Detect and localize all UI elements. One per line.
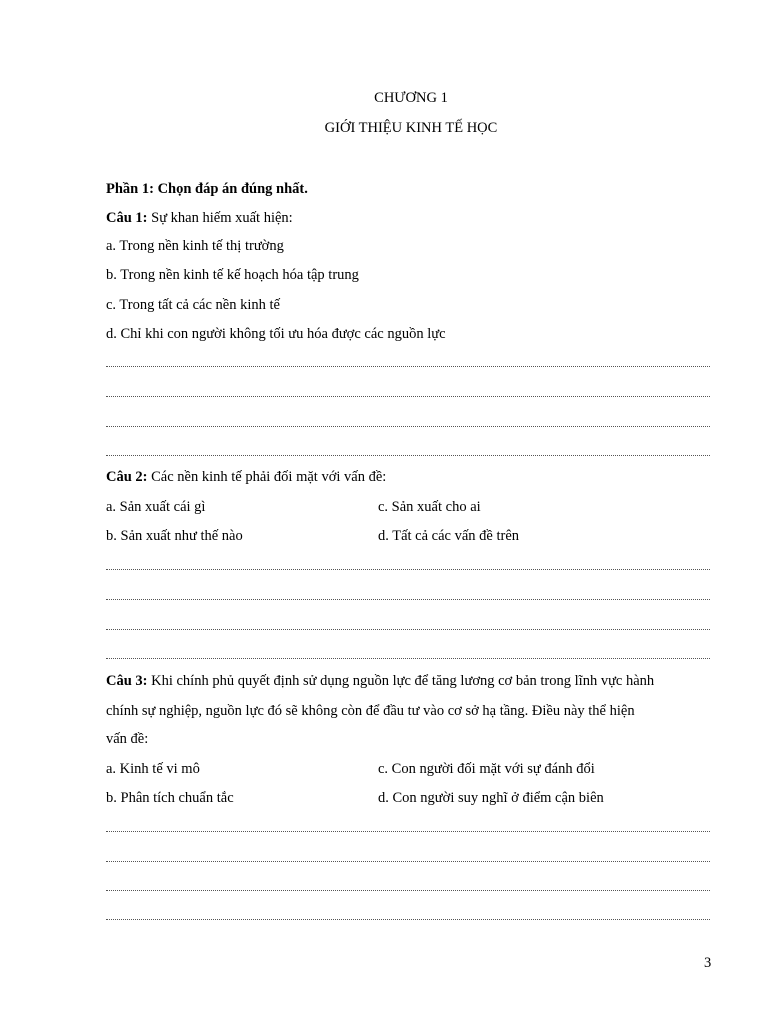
answer-line [106,366,710,367]
answer-line [106,599,710,600]
answer-line [106,426,710,427]
q1-option-a: a. Trong nền kinh tế thị trường [106,238,284,254]
answer-line [106,569,710,570]
q3-option-c: c. Con người đối mặt với sự đánh đổi [378,761,595,777]
q2-option-b: b. Sản xuất như thế nào [106,528,243,544]
question-3-text-line-2: chính sự nghiệp, nguồn lực đó sẽ không còn để đầu tư vào cơ sở hạ tầng. Điều này thể hiện [106,703,635,719]
chapter-title: CHƯƠNG 1 [374,90,448,106]
answer-line [106,919,710,920]
q3-option-b: b. Phân tích chuẩn tắc [106,790,234,806]
question-1 [106,210,293,227]
q2-option-a: a. Sản xuất cái gì [106,499,206,515]
q1-option-d: d. Chỉ khi con người không tối ưu hóa được các nguồn lực [106,326,446,342]
chapter-subtitle: GIỚI THIỆU KINH TẾ HỌC [324,120,498,136]
answer-line [106,831,710,832]
q2-option-c: c. Sản xuất cho ai [378,499,481,515]
question-3-label: Câu 3: [106,673,148,689]
answer-line [106,890,710,891]
q2-option-d: d. Tất cả các vấn đề trên [378,528,520,544]
question-1-label: Câu 1: [106,210,148,226]
question-2 [106,469,386,486]
page-number: 3 [704,955,712,971]
question-3-text-line-1: Khi chính phủ quyết định sử dụng nguồn lực để tăng lương cơ bản trong lĩnh vực hành [147,673,655,689]
answer-line [106,861,710,862]
q3-option-a: a. Kinh tế vi mô [106,761,200,777]
question-3-text-line-3: vấn đề: [106,731,149,747]
q1-option-b: b. Trong nền kinh tế kế hoạch hóa tập trung [106,267,359,283]
question-1-text: Sự khan hiếm xuất hiện: [147,210,293,226]
question-3 [106,673,654,690]
answer-line [106,629,710,630]
question-2-text: Các nền kinh tế phải đối mặt với vấn đề: [147,469,387,485]
answer-line [106,455,710,456]
section-heading: Phần 1: Chọn đáp án đúng nhất. [106,181,308,197]
answer-line [106,658,710,659]
q1-option-c: c. Trong tất cả các nền kinh tế [106,297,280,313]
question-2-label: Câu 2: [106,469,148,485]
q3-option-d: d. Con người suy nghĩ ở điểm cận biên [378,790,604,806]
answer-line [106,396,710,397]
